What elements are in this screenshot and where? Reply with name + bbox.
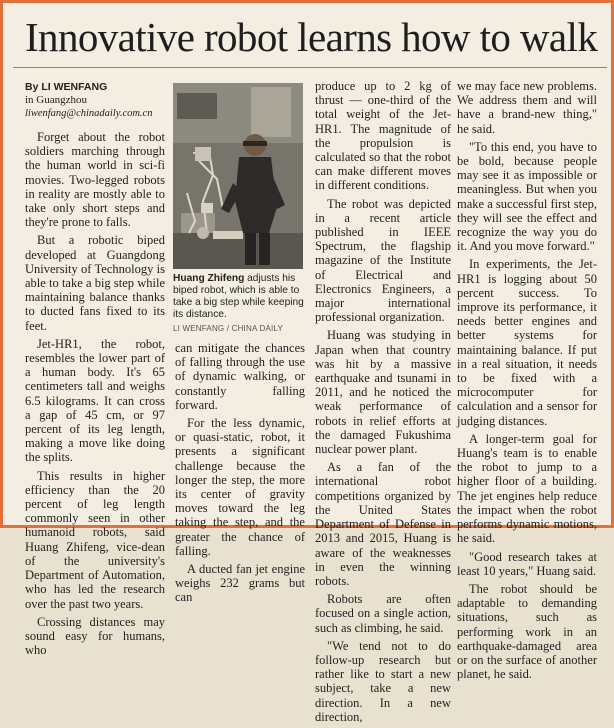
photo-caption (173, 273, 305, 321)
byline-author: By LI WENFANG (25, 81, 108, 93)
byline-location: in Guangzhou (25, 94, 88, 106)
paragraph: Robots are often focused on a single action, such as climbing, he said. (315, 592, 451, 635)
byline (25, 81, 165, 120)
article-column-4 (457, 79, 597, 685)
paragraph: A longer-term goal for Huang's team is to enable the robot to jump to a higher floor of a building. The jet engines help reduce the impact when the robot performs dynamic motions, he said. (457, 431, 597, 546)
paragraph: "To this end, you have to be bold, because people may see it as impossible or meaningless. But when you make a successful first step, they will see the effect and recognize the way you do it. And you move forward." (457, 139, 597, 254)
paragraph: "We tend not to do follow-up research but rather like to start a new subject, take a new direction. In a new direction, (315, 638, 451, 724)
photo-illustration (173, 83, 303, 269)
paragraph: But a robotic biped developed at Guangdong University of Technology is able to take a big step while maintaining balance thanks to ducted fans fixed to its feet. (25, 233, 165, 333)
headline: Innovative robot learns how to walk (25, 14, 598, 60)
caption-name: Huang Zhifeng (173, 273, 245, 284)
paragraph: The robot was depicted in a recent article published in IEEE Spectrum, the flagship magazine of the Institute of Electrical and Electronics Engineers, a major international professional organization. (315, 196, 451, 325)
paragraph: "Good research takes at least 10 years," Huang said. (457, 549, 597, 578)
paragraph: Huang was studying in Japan when that country was hit by a massive earthquake and tsunami in 2011, and he noticed the weak performance of robots in relief efforts at the damaged Fukushima nuclear power plant. (315, 328, 451, 457)
article-column-2 (175, 341, 305, 609)
caption-text: adjusts his biped robot, which is able to take a big step while keeping its distance. (173, 273, 304, 320)
article-column-3 (315, 79, 451, 728)
paragraph: In experiments, the Jet-HR1 is logging about 50 percent success. To improve its performance, it needs better engines and better systems for maintaining balance. If put in a real situation, it needs to be fixed with a microcomputer for calculation and a sensor for judging distances. (457, 257, 597, 428)
headline-rule (13, 67, 607, 68)
paragraph: As a fan of the international robot competitions organized by the United States Department of Defense in 2013 and 2015, Huang is aware of the weaknesses in even the winning robots. (315, 460, 451, 588)
paragraph: Crossing distances may sound easy for humans, who (25, 614, 165, 658)
paragraph: For the less dynamic, or quasi-static, robot, it presents a significant challenge because the longer the step, the more its center of gravity moves toward the leg taking the step, and the greater the chance of falling. (175, 416, 305, 558)
paragraph: Forget about the robot soldiers marching through the human world in sci-fi movies. Two-legged robots in reality are mostly able to take only short steps and they're prone to falls. (25, 130, 165, 230)
paragraph: This results in higher efficiency than the 20 percent of leg length commonly seen in other humanoid robots, said Huang Zhifeng, vice-dean of the university's Department of Automation, who has led the research over the past two years. (25, 468, 165, 611)
robot-photo (173, 83, 303, 269)
article-column-1 (25, 81, 165, 661)
byline-email: liwenfang@chinadaily.com.cn (25, 108, 153, 119)
paragraph: produce up to 2 kg of thrust — one-third of the total weight of the Jet-HR1. The magnitude of the propulsion is calculated so that the robot can make different moves in different conditions. (315, 79, 451, 193)
paragraph: we may face new problems. We address them and will have a brand-new thing," he said. (457, 79, 597, 136)
photo-credit: LI WENFANG / CHINA DAILY (173, 324, 284, 333)
paragraph: can mitigate the chances of falling through the use of dynamic walking, or constantly falling forward. (175, 341, 305, 412)
paragraph: The robot should be adaptable to demanding situations, such as performing work in an earthquake-damaged area or on the surface of another planet, he said. (457, 581, 597, 682)
paragraph: A ducted fan jet engine weighs 232 grams but can (175, 562, 305, 605)
paragraph: Jet-HR1, the robot, resembles the lower part of a human body. It's 65 centimeters tall and weighs 6.5 kilograms. It can cross a gap of 45 cm, or 97 percent of its leg length, making a move like doing the splits. (25, 336, 165, 465)
